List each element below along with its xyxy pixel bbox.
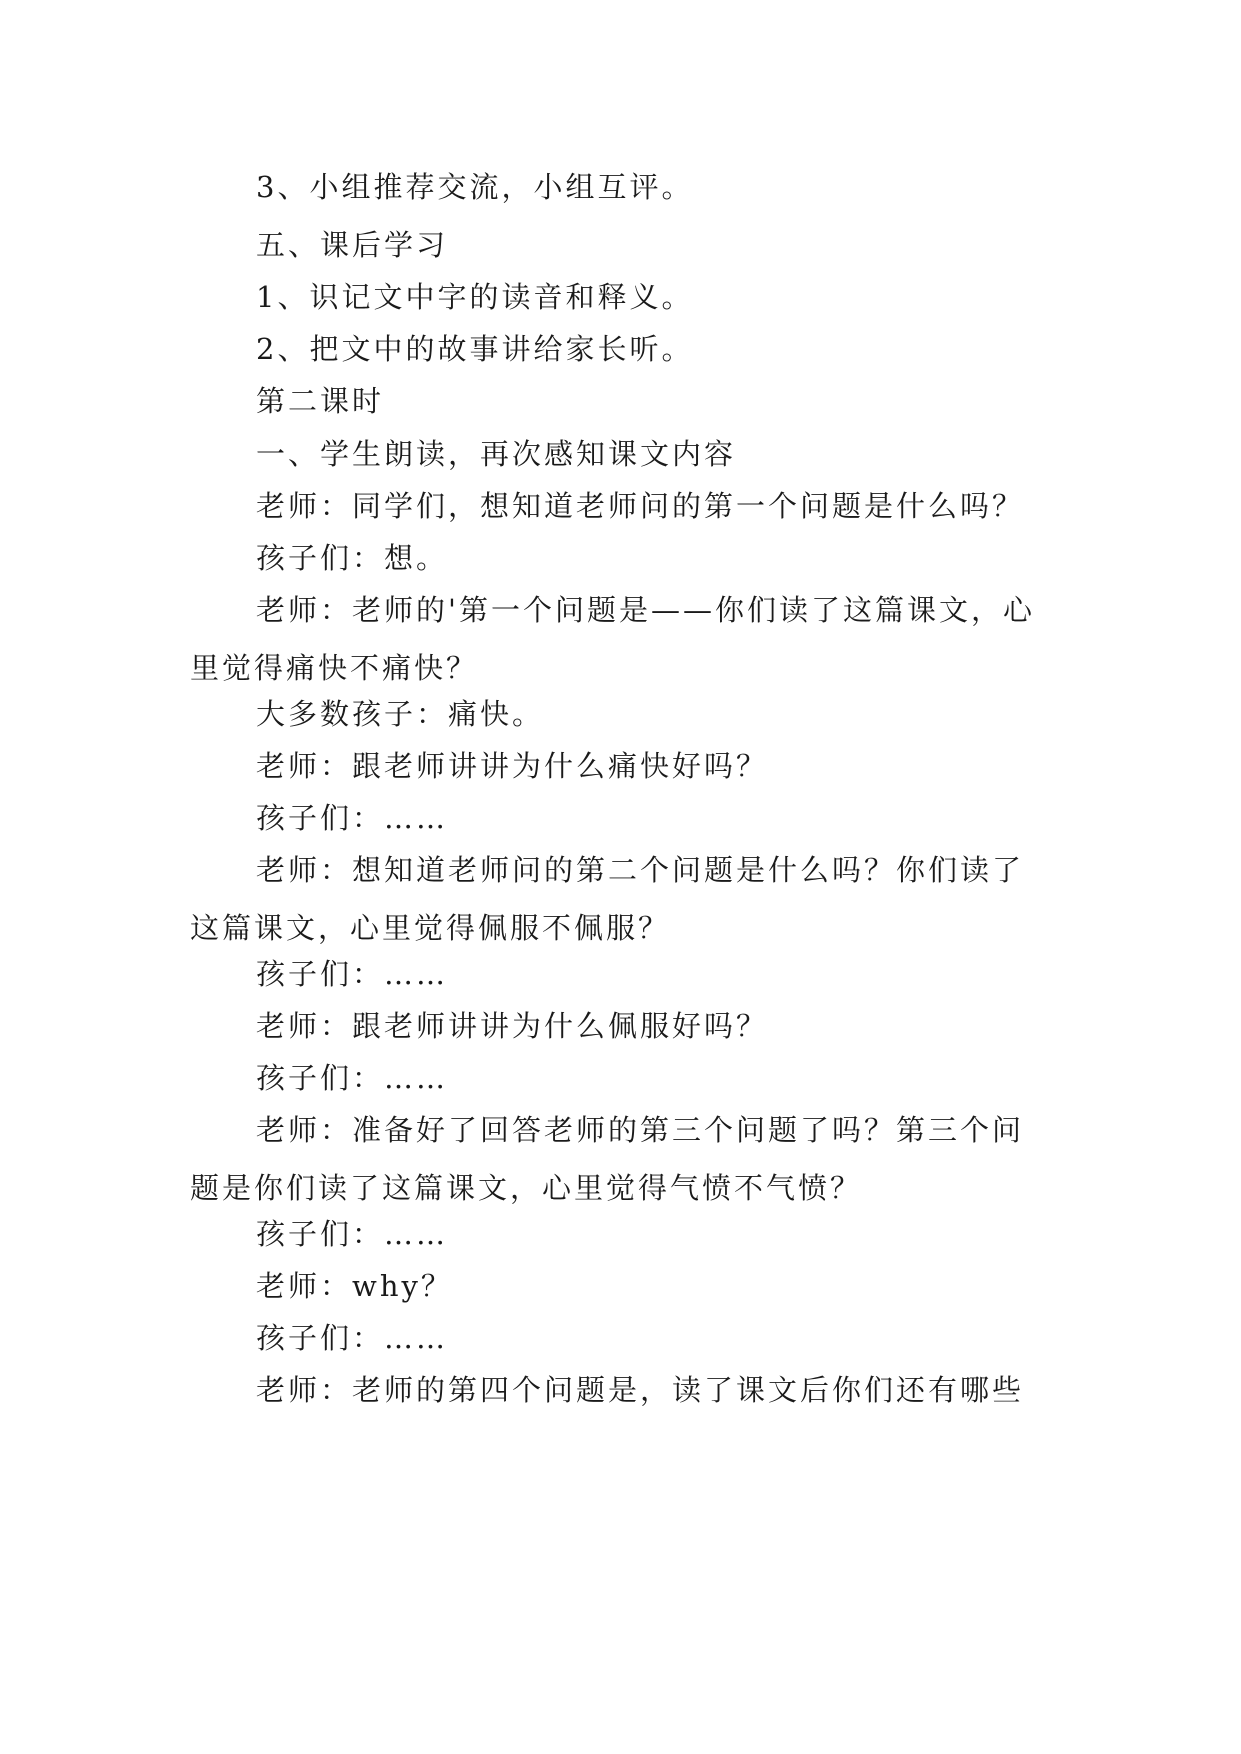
dialogue-line: 孩子们：…… [256, 1321, 449, 1355]
dialogue-line: 老师：老师的第四个问题是，读了课文后你们还有哪些 [256, 1373, 1025, 1407]
dialogue-line: 孩子们：…… [256, 801, 449, 835]
dialogue-line: 老师：why？ [256, 1269, 453, 1303]
dialogue-line: 老师：准备好了回答老师的第三个问题了吗？第三个问题是你们读了这篇课文，心里觉得气愤不气愤？ [190, 1113, 1025, 1205]
dialogue-line: 孩子们：想。 [256, 541, 449, 575]
dialogue-line: 孩子们：…… [256, 1217, 449, 1251]
section-heading: 五、课后学习 [256, 228, 449, 262]
dialogue-line: 老师：跟老师讲讲为什么痛快好吗？ [256, 749, 769, 783]
dialogue-line: 老师：同学们，想知道老师问的第一个问题是什么吗？ [256, 489, 1025, 523]
dialogue-line: 老师：老师的'第一个问题是——你们读了这篇课文，心里觉得痛快不痛快？ [190, 593, 1035, 685]
section-heading: 第二课时 [256, 384, 385, 418]
dialogue-line: 老师：跟老师讲讲为什么佩服好吗？ [256, 1009, 769, 1043]
dialogue-line: 大多数孩子：痛快。 [256, 697, 545, 731]
dialogue-line: 老师：想知道老师问的第二个问题是什么吗？你们读了这篇课文，心里觉得佩服不佩服？ [190, 853, 1025, 945]
dialogue-line: 孩子们：…… [256, 957, 449, 991]
paragraph: 2、把文中的故事讲给家长听。 [256, 332, 694, 366]
dialogue-line: 孩子们：…… [256, 1061, 449, 1095]
section-heading: 一、学生朗读，再次感知课文内容 [256, 437, 737, 471]
paragraph: 3、小组推荐交流，小组互评。 [256, 170, 694, 204]
paragraph: 1、识记文中字的读音和释义。 [256, 280, 694, 314]
